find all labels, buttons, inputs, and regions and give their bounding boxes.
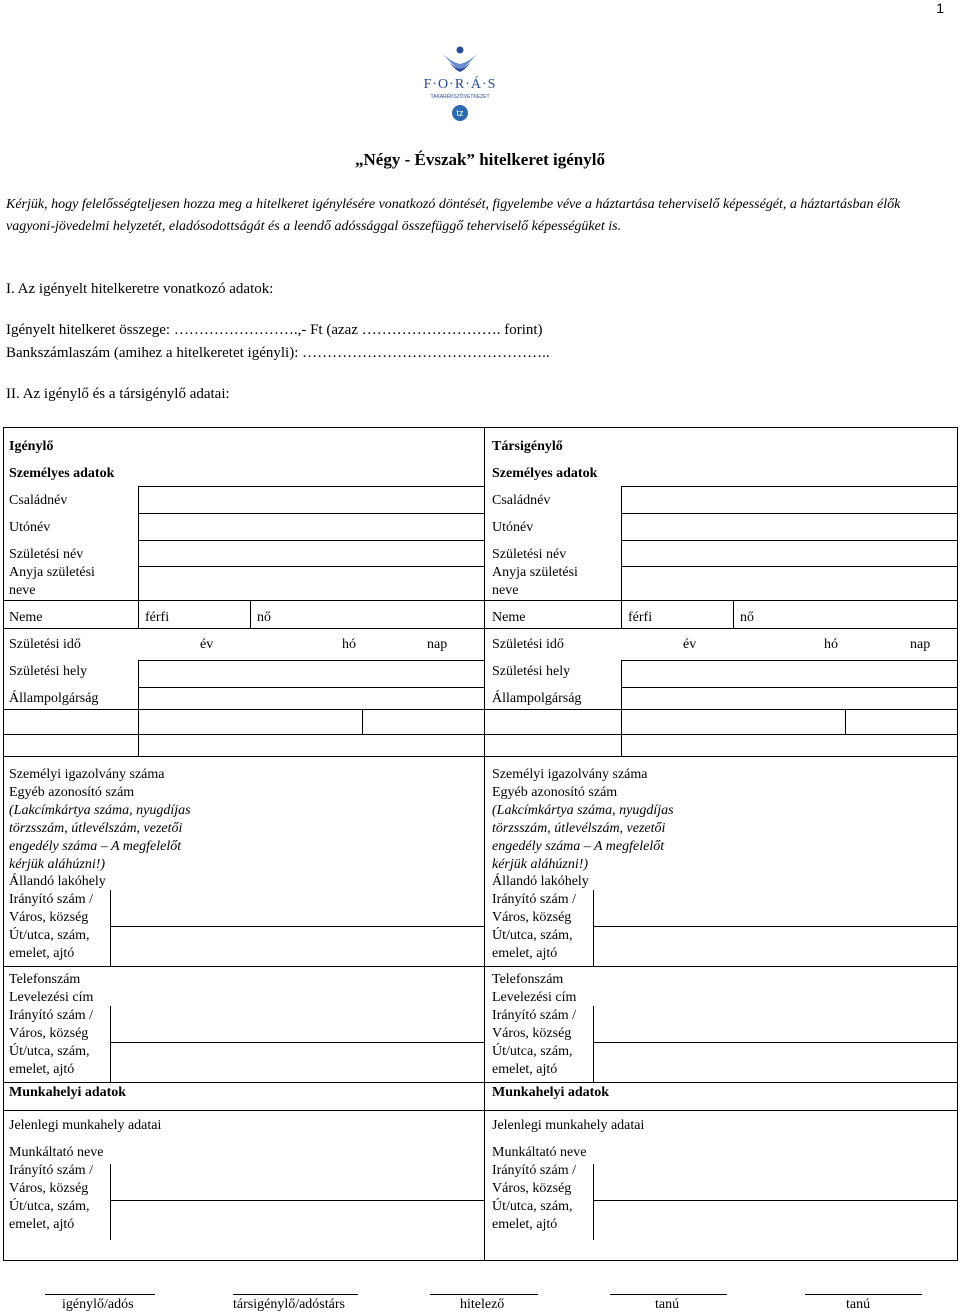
zip-city-label: Irányító szám /	[9, 1008, 93, 1023]
field-line	[110, 1042, 484, 1043]
account-line: Bankszámlaszám (amihez a hitelkeretet igényli): …………………………………………..	[6, 345, 550, 361]
first-name-label: Utónév	[9, 520, 51, 535]
day-label: nap	[427, 637, 448, 652]
field-line	[621, 513, 957, 514]
section1-heading: I. Az igényelt hitelkeretre vonatkozó adatok:	[6, 281, 274, 297]
id-card-label: Személyi igazolvány száma	[492, 767, 648, 782]
birth-date-label: Születési idő	[9, 637, 81, 652]
current-workplace-label: Jelenlegi munkahely adatai	[9, 1118, 162, 1133]
field-line	[3, 1082, 484, 1083]
mailing-address-label: Levelezési cím	[9, 990, 94, 1005]
street-label-2: emelet, ajtó	[492, 1062, 558, 1077]
amount-line: Igényelt hitelkeret összege: …………………….,- Ft (azaz ………………………. forint)	[6, 322, 543, 338]
svg-text:tz: tz	[456, 108, 464, 118]
table-border	[3, 427, 958, 428]
year-label: év	[200, 637, 214, 652]
personal-data-label: Személyes adatok	[492, 466, 598, 481]
signature-label-applicant: igénylő/adós	[62, 1297, 134, 1312]
permanent-address-label: Állandó lakóhely	[9, 874, 106, 889]
field-line	[621, 660, 622, 756]
field-line	[593, 926, 957, 927]
month-label: hó	[824, 637, 838, 652]
sex-male-option[interactable]: férfi	[628, 610, 653, 625]
zip-city-label: Irányító szám /	[9, 892, 93, 907]
field-line	[621, 566, 957, 567]
other-id-note: kérjük aláhúzni!)	[492, 857, 589, 872]
field-line	[138, 486, 139, 600]
section2-heading: II. Az igénylő és a társigénylő adatai:	[6, 386, 230, 402]
signature-line[interactable]	[430, 1294, 538, 1295]
field-line	[138, 513, 484, 514]
zip-city-label-2: Város, község	[492, 910, 572, 925]
sex-label: Neme	[492, 610, 526, 625]
birth-date-label: Születési idő	[492, 637, 564, 652]
field-line	[138, 687, 484, 688]
birth-place-label: Születési hely	[9, 664, 88, 679]
svg-text:TAKARÉKSZÖVETKEZET: TAKARÉKSZÖVETKEZET	[430, 94, 490, 100]
current-workplace-label: Jelenlegi munkahely adatai	[492, 1118, 645, 1133]
field-line	[484, 966, 957, 967]
day-label: nap	[910, 637, 931, 652]
field-line	[250, 600, 251, 628]
family-name-label: Családnév	[9, 493, 68, 508]
zip-city-label: Irányító szám /	[492, 1163, 576, 1178]
field-line	[138, 660, 484, 661]
field-line	[138, 540, 484, 541]
field-line	[3, 966, 484, 967]
family-name-label: Családnév	[492, 493, 551, 508]
other-id-note: törzsszám, útlevélszám, vezetői	[9, 821, 183, 836]
forras-logo-icon	[405, 44, 515, 124]
intro-text: Kérjük, hogy felelősségteljesen hozza meg a hitelkeret igénylésére vonatkozó döntését, figyelembe véve a háztartása teherviselő képességét, a háztartásban élők vagyoni-jövedelmi helyzetét, eladósodottságát és a leendő adóssággal összefüggő teherviselő képességüket is.	[6, 197, 901, 234]
field-line	[593, 1042, 957, 1043]
column-divider	[484, 427, 485, 1261]
street-label: Út/utca, szám,	[9, 1199, 90, 1214]
other-id-note: engedély száma – A megfelelőt	[9, 839, 182, 854]
table-border	[3, 427, 4, 1261]
other-id-label: Egyéb azonosító szám	[492, 785, 618, 800]
mother-name-label-2: neve	[492, 583, 519, 598]
field-line	[593, 1164, 594, 1240]
field-line	[484, 1110, 957, 1111]
field-line	[621, 600, 622, 628]
svg-text:F·O·R·Á·S: F·O·R·Á·S	[423, 77, 497, 92]
phone-label: Telefonszám	[492, 972, 564, 987]
field-line	[110, 1200, 484, 1201]
field-line	[3, 734, 958, 735]
zip-city-label: Irányító szám /	[9, 1163, 93, 1178]
signature-label-witness: tanú	[655, 1297, 680, 1312]
field-line	[3, 600, 484, 601]
workplace-heading: Munkahelyi adatok	[9, 1085, 127, 1100]
zip-city-label: Irányító szám /	[492, 892, 576, 907]
employer-label: Munkáltató neve	[492, 1145, 587, 1160]
street-label-2: emelet, ajtó	[492, 1217, 558, 1232]
mother-name-label: Anyja születési	[9, 565, 95, 580]
sex-female-option[interactable]: nő	[257, 610, 271, 625]
street-label: Út/utca, szám,	[492, 1044, 573, 1059]
birth-name-label: Születési név	[492, 547, 567, 562]
signature-label-co-applicant: társigénylő/adóstárs	[233, 1297, 345, 1312]
field-line	[621, 486, 957, 487]
month-label: hó	[342, 637, 356, 652]
employer-label: Munkáltató neve	[9, 1145, 104, 1160]
other-id-note: törzsszám, útlevélszám, vezetői	[492, 821, 666, 836]
field-line	[484, 1082, 957, 1083]
field-line	[138, 566, 484, 567]
other-id-note: kérjük aláhúzni!)	[9, 857, 106, 872]
street-label-2: emelet, ajtó	[9, 946, 75, 961]
table-border	[957, 427, 958, 1261]
field-line	[593, 1006, 594, 1082]
year-label: év	[683, 637, 697, 652]
field-line	[621, 540, 957, 541]
field-line	[3, 628, 958, 629]
sex-label: Neme	[9, 610, 43, 625]
birth-place-label: Születési hely	[492, 664, 571, 679]
phone-label: Telefonszám	[9, 972, 81, 987]
signature-label-lender: hitelező	[460, 1297, 505, 1312]
field-line	[593, 1200, 957, 1201]
field-line	[3, 1110, 484, 1111]
other-id-note: (Lakcímkártya száma, nyugdíjas	[492, 803, 674, 818]
sex-male-option[interactable]: férfi	[145, 610, 170, 625]
street-label: Út/utca, szám,	[492, 1199, 573, 1214]
street-label: Út/utca, szám,	[9, 928, 90, 943]
signature-label-witness: tanú	[846, 1297, 871, 1312]
field-line	[110, 890, 111, 966]
zip-city-label-2: Város, község	[9, 1026, 89, 1041]
mother-name-label: Anyja születési	[492, 565, 578, 580]
table-border	[3, 1260, 958, 1261]
field-line	[593, 890, 594, 966]
zip-city-label-2: Város, község	[492, 1181, 572, 1196]
zip-city-label-2: Város, község	[9, 1181, 89, 1196]
field-line	[110, 1164, 111, 1240]
field-line	[110, 1006, 111, 1082]
permanent-address-label: Állandó lakóhely	[492, 874, 589, 889]
other-id-note: (Lakcímkártya száma, nyugdíjas	[9, 803, 191, 818]
birth-name-label: Születési név	[9, 547, 84, 562]
mother-name-label-2: neve	[9, 583, 36, 598]
street-label: Út/utca, szám,	[9, 1044, 90, 1059]
street-label: Út/utca, szám,	[492, 928, 573, 943]
zip-city-label-2: Város, község	[492, 1026, 572, 1041]
signature-line[interactable]	[805, 1294, 922, 1295]
zip-city-label-2: Város, község	[9, 910, 89, 925]
citizenship-label: Állampolgárság	[492, 691, 582, 706]
field-line	[138, 486, 484, 487]
street-label-2: emelet, ajtó	[492, 946, 558, 961]
field-line	[110, 926, 484, 927]
first-name-label: Utónév	[492, 520, 534, 535]
signature-line[interactable]	[610, 1294, 727, 1295]
page-number: 1	[936, 0, 944, 16]
street-label-2: emelet, ajtó	[9, 1217, 75, 1232]
field-line	[3, 709, 958, 710]
field-line	[621, 486, 622, 600]
field-line	[138, 660, 139, 756]
workplace-heading: Munkahelyi adatok	[492, 1085, 610, 1100]
mailing-address-label: Levelezési cím	[492, 990, 577, 1005]
field-line	[484, 600, 957, 601]
personal-data-label: Személyes adatok	[9, 466, 115, 481]
page-title: „Négy - Évszak” hitelkeret igénylő	[355, 150, 605, 169]
street-label-2: emelet, ajtó	[9, 1062, 75, 1077]
citizenship-label: Állampolgárság	[9, 691, 99, 706]
applicant-heading: Igénylő	[9, 439, 54, 454]
field-line	[138, 600, 139, 628]
id-card-label: Személyi igazolvány száma	[9, 767, 165, 782]
sex-female-option[interactable]: nő	[740, 610, 754, 625]
field-line	[621, 687, 957, 688]
signature-line[interactable]	[45, 1294, 155, 1295]
field-line	[621, 660, 957, 661]
zip-city-label: Irányító szám /	[492, 1008, 576, 1023]
signature-line[interactable]	[233, 1294, 358, 1295]
other-id-label: Egyéb azonosító szám	[9, 785, 135, 800]
field-line	[362, 709, 363, 734]
other-id-note: engedély száma – A megfelelőt	[492, 839, 665, 854]
field-line	[845, 709, 846, 734]
field-line	[733, 600, 734, 628]
field-line	[3, 756, 958, 757]
co-applicant-heading: Társigénylő	[492, 439, 563, 454]
